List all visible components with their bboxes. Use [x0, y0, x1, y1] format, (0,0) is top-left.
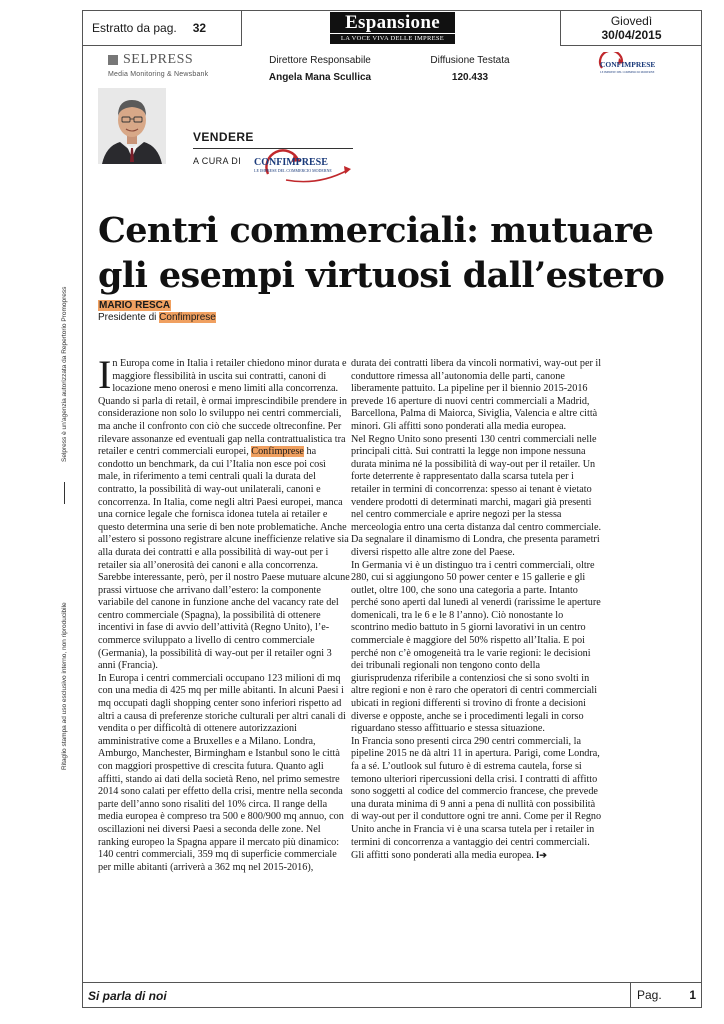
weekday: Giovedì — [610, 14, 653, 28]
side-divider — [64, 482, 65, 504]
excerpt-box — [82, 10, 242, 46]
director-block — [255, 52, 385, 86]
paragraph: In Europa come in Italia i retailer chiedono minor durata e maggiore flessibilità in uscita sui contratti, canoni di locazione meno onerosi e meno limiti alla concorrenza. Quando si parla di retail, è ormai imprescindibile prendere in considerazione non solo lo sviluppo nei centri commerciali, ma anche il confronto con ciò che succede oltreconfine. Per rilevare assonanze ed eventuali gap nella contrattualistica tra retailer e centri commerciali europei, Confimprese ha condotto un benchmark, da cui l’Italia non esce poi così male, in riferimento a temi centrali quali la durata del contratto, la possibilità di way-out unilaterali, canoni e concorrenza. In Italia, come negli altri Paesi europei, manca una cornice legale che fornisca idonea tutela ai retailer e questo determina una serie di ben note problematiche. Anche all’estero si possono registrare alcune inefficienze relative sia alla durata dei contratti e alla possibilità di way-out per i retailer sia all’onerosità dei canoni e alla concorrenza. Sarebbe interessante, però, per il nostro Paese mutuare alcune prassi virtuose che arrivano dall’estero: la componente variabile del canone in funzione anche del vacancy rate del centro commerciale (Spagna), la possibilità di ottenere incentivi in fase di avvio dell’attività (Regno Unito), l’e-commerce sviluppato a livello di centro commerciale (Germania), la possibilità di way-out per il retailer ogni 3 anni (Francia). — [98, 352, 350, 672]
page-footer — [82, 982, 702, 1008]
article-column-left — [98, 352, 350, 874]
paragraph: In Germania vi è un distinguo tra i centri commerciali, oltre 280, cui si aggiungono 50 power center e 15 gallerie e gli outlet, oltre 100, che sono una categoria a parte. Intanto perché sono aperti dal lunedì al venerdì (rarissime le aperture domenicali, tra le 6 e le 8 l’anno). Ciò nonostante lo scontrino medio battuto in 5 giorni lavorativi in un centro commerciale è maggiore del 50% rispetto all’Italia. E poi perché non c’è omogeneità tra le varie regioni: le decisioni dei tribunali regionali non tengono conto della giurisprudenza riferibile a contenziosi che si sono svolti in altre regioni e non è raro che operatori di centri commerciali ubicati in regioni differenti si trovino di fronte a decisioni diverse e opposte, anche se i procedimenti legali in corso riguardano stesso affittuario e stessa situazione. — [351, 559, 601, 735]
circulation-block — [420, 52, 520, 86]
masthead-tagline: LA VOCE VIVA DELLE IMPRESE — [330, 33, 455, 43]
paragraph: Nel Regno Unito sono presenti 130 centri commerciali nelle principali città. Sui contratti la legge non impone nessuna durata minima né la possibilità di way-out per il retailer. Un forte deterrente è rappresentato dalla scarsa tutela per i retailer in termini di concorrenza: spesso ai tenant è vietato vendere prodotti di determinati marchi, magari già presenti nel centro commerciale e aprire negozi per la stessa merceologia entro una certa distanza dal centro commerciale. Da segnalare il dinamismo di Londra, che presenta parametri diversi rispetto alle altre zone del Paese. — [351, 433, 602, 558]
section-title: VENDERE — [193, 130, 254, 144]
author-block — [98, 300, 216, 324]
publication-date: 30/04/2015 — [601, 28, 662, 42]
date-box — [560, 10, 702, 46]
excerpt-label: Estratto da pag. — [92, 20, 177, 35]
footer-page-number: 1 — [689, 988, 696, 1002]
director-label: Direttore Responsabile — [269, 55, 371, 66]
confimprese-logo-small — [588, 52, 660, 78]
portrait-image — [98, 88, 166, 164]
headline-line-1: Centri commerciali: mutuare — [98, 210, 654, 251]
masthead-name: Espansione — [345, 12, 440, 33]
paragraph: In Francia sono presenti circa 290 centri commerciali, la pipeline 2015 ne dà altri 11 in apertura. Parigi, come Londra, fa a sé. L’outlook sul futuro è di estrema cautela, forse si temono ulteriori ripercussioni della crisi. I contratti di affitto sono soggetti al codice del commercio francese, che prevede una durata minima di 9 anni a pena di nullità con possibilità di way-out per il conduttore ogni tre anni. Come per il Regno Unito anche in Francia vi è una scarsa tutela per i retailer in termini di concorrenza a vantaggio dei centri commerciali. Gli affitti sono ponderati alla media europea. I➔ — [351, 735, 602, 862]
side-note-agency: Selpress è un'agenzia autorizzata da Repertorio Promopress — [61, 286, 68, 462]
drop-cap: I — [98, 352, 112, 397]
headline-line-2: gli esempi virtuosi dall’estero — [98, 255, 665, 296]
author-name: MARIO RESCA — [99, 300, 171, 311]
confimprese-small-name: CONFIMPRESE — [600, 60, 656, 69]
author-role-prefix: Presidente di — [98, 312, 160, 323]
highlighted-org: Confimprese — [251, 446, 304, 458]
side-note-copyright: Ritaglio stampa ad uso esclusivo interno, non riproducibile — [61, 602, 68, 770]
end-mark-icon: I➔ — [535, 850, 547, 861]
selpress-square-icon — [108, 55, 118, 65]
footer-page-box — [630, 983, 702, 1008]
paragraph: In Europa i centri commerciali occupano 123 milioni di mq con una media di 425 mq per mille abitanti. In alcuni Paesi i mq occupati dagli shopping center sono inferiori rispetto ad altri a causa di preferenze storiche culturali per altri canali di vendita o per difficoltà di ottenere autorizzazioni amministrative come a Bruxelles e a Milano. Londra, Amburgo, Manchester, Birmingham e Istanbul sono le città con maggiori prospettive di crescita futura. Quanto agli affitti, stando ai dati della società Reno, nel primo semestre 2014 sono calati per effetto della crisi, mentre nella seconda parte dell’anno sono risaliti del 10% circa. Il range della media europea è compreso tra 500 e 800/900 mq annuo, con oscillazioni nei diversi Paesi a seconda delle zone. Nel ranking europeo la Spagna appare il mercato più dinamico: 140 centri commerciali, 359 mq di superficie commerciale per mille abitanti (arriverà a 362 mq nel 2015-2016), — [98, 672, 346, 873]
selpress-subtitle: Media Monitoring & Newsbank — [108, 71, 209, 78]
director-name: Angela Mana Scullica — [268, 72, 372, 83]
author-photo — [98, 88, 166, 164]
selpress-logo — [108, 52, 208, 78]
confimprese-tagline: LE IMPRESE DEL COMMERCIO MODERNE — [254, 168, 332, 173]
circulation-value: 120.433 — [451, 72, 489, 83]
confimprese-logo — [248, 146, 354, 186]
paragraph: durata dei contratti libera da vincoli normativi, way-out per il conduttore rimessa all’autonomia delle parti, canone liberamente pattuito. La pipeline per il biennio 2015-2016 prevede 16 aperture di nuovi centri commerciali a Madrid, Barcellona, Palma di Maiorca, Siviglia, Valencia e altre città minori. Gli affitti sono ponderati alla media europea. — [351, 358, 602, 432]
author-role-org: Confimprese — [159, 312, 216, 323]
footer-source: Si parla di noi — [88, 989, 167, 1003]
article-column-right — [351, 358, 603, 863]
selpress-brand: SELPRESS — [123, 52, 194, 67]
newspaper-masthead — [330, 12, 455, 44]
circulation-label: Diffusione Testata — [430, 55, 510, 66]
confimprese-name: CONFIMPRESE — [254, 157, 328, 168]
curated-by-label: A CURA DI — [193, 156, 242, 166]
confimprese-small-tagline: LE IMPRESE DEL COMMERCIO MODERNE — [600, 71, 655, 74]
footer-page-label: Pag. — [637, 988, 662, 1002]
excerpt-page-number: 32 — [192, 20, 207, 35]
article-headline — [98, 208, 688, 298]
